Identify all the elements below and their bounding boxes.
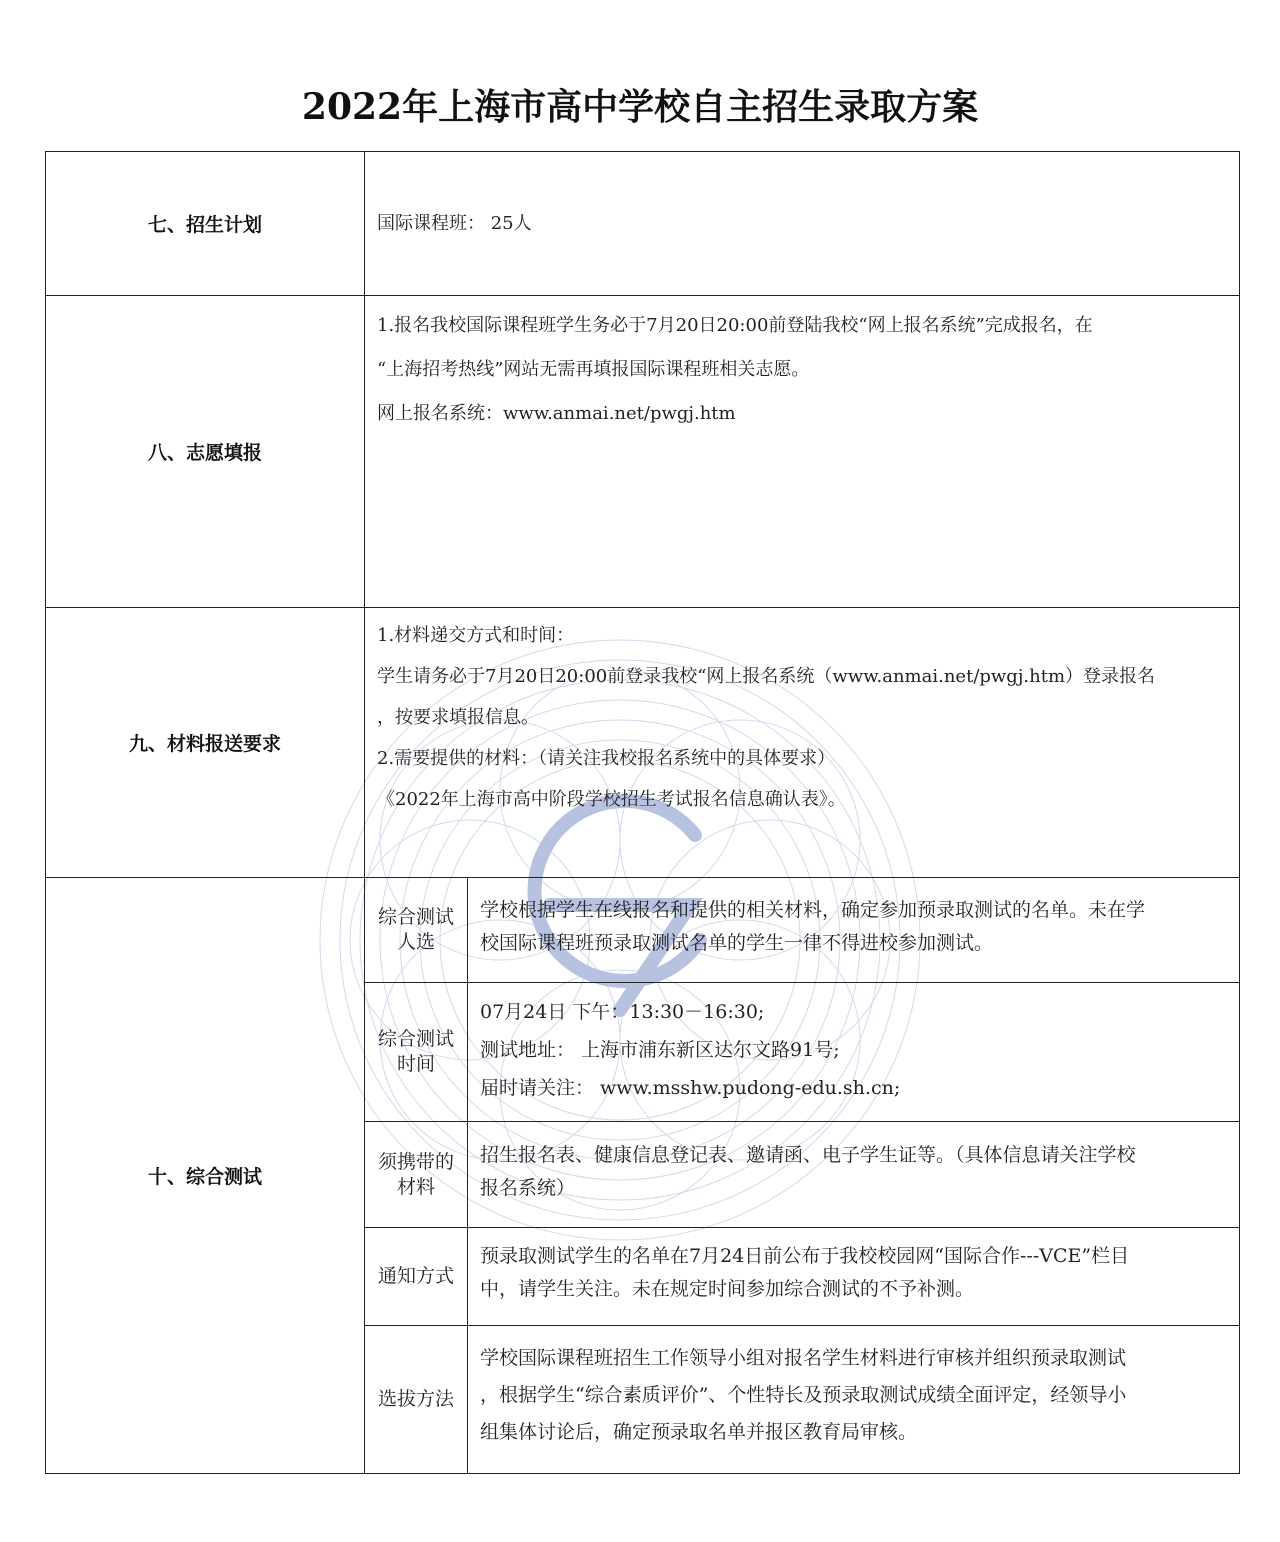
test-row-label xyxy=(365,1122,467,1227)
content-line: ，按要求填报信息。 xyxy=(377,707,539,728)
content-line: 预录取测试学生的名单在7月24日前公布于我校校园网“国际合作---VCE”栏目 xyxy=(480,1245,1130,1267)
test-row-label-line: 人选 xyxy=(396,931,435,953)
test-row-label-line: 综合测试 xyxy=(377,1028,454,1050)
content-line: 学生请务必于7月20日20:00前登录我校“网上报名系统（www.anmai.net/pwgj.htm）登录报名 xyxy=(377,666,1156,687)
content-line: 中，请学生关注。未在规定时间参加综合测试的不予补测。 xyxy=(480,1278,975,1300)
test-row-label-line: 综合测试 xyxy=(377,906,454,928)
section-label-comprehensive-test: 十、综合测试 xyxy=(147,1166,262,1188)
content-line: 届时请关注： www.msshw.pudong-edu.sh.cn; xyxy=(480,1077,901,1099)
test-row-label-line: 须携带的 xyxy=(377,1150,454,1173)
test-row-content xyxy=(468,1139,1239,1205)
content-line: 学校根据学生在线报名和提供的相关材料，确定参加预录取测试的名单。未在学 xyxy=(480,899,1146,921)
content-line: 1.材料递交方式和时间： xyxy=(377,625,575,646)
content-line: 国际课程班： 25人 xyxy=(377,213,532,234)
content-line: ，根据学生“综合素质评价”、个性特长及预录取测试成绩全面评定，经领导小 xyxy=(480,1384,1127,1406)
section-label-application: 八、志愿填报 xyxy=(147,442,262,464)
content-line: 校国际课程班预录取测试名单的学生一律不得进校参加测试。 xyxy=(480,932,994,954)
test-row-label xyxy=(365,983,467,1121)
test-row-label xyxy=(365,1228,467,1325)
section-label-enrollment-plan: 七、招生计划 xyxy=(147,214,262,236)
content-line: 报名系统） xyxy=(480,1177,576,1199)
content-line: 网上报名系统：www.anmai.net/pwgj.htm xyxy=(377,403,736,424)
content-line: 学校国际课程班招生工作领导小组对报名学生材料进行审核并组织预录取测试 xyxy=(480,1347,1127,1369)
section-content-application xyxy=(365,304,1239,436)
test-row-label-line: 材料 xyxy=(396,1175,435,1198)
test-row-content xyxy=(468,894,1239,960)
test-row-content xyxy=(468,1240,1239,1306)
section-label-materials: 九、材料报送要求 xyxy=(128,733,281,755)
section-content-materials xyxy=(365,615,1239,820)
content-line: 招生报名表、健康信息登记表、邀请函、电子学生证等。（具体信息请关注学校 xyxy=(480,1144,1136,1166)
content-line: “上海招考热线”网站无需再填报国际课程班相关志愿。 xyxy=(377,359,810,380)
content-line: 07月24日 下午：13:30－16:30; xyxy=(480,1001,765,1023)
document-title: 2022年上海市高中学校自主招生录取方案 xyxy=(301,86,979,128)
test-row-content xyxy=(468,1340,1239,1451)
section-content-enrollment-plan xyxy=(365,202,1239,246)
test-row-label-line: 选拔方法 xyxy=(377,1388,454,1410)
content-line: 组集体讨论后，确定预录取名单并报区教育局审核。 xyxy=(480,1421,918,1443)
test-row-label xyxy=(365,1326,467,1473)
content-line: 1.报名我校国际课程班学生务必于7月20日20:00前登陆我校“网上报名系统”完成报名，在 xyxy=(377,315,1093,336)
test-row-label-line: 通知方式 xyxy=(377,1265,454,1287)
content-line: 2.需要提供的材料：（请关注我校报名系统中的具体要求） xyxy=(377,748,836,769)
content-line: 测试地址： 上海市浦东新区达尔文路91号; xyxy=(480,1039,840,1061)
test-row-label-line: 时间 xyxy=(396,1053,435,1075)
test-row-content xyxy=(468,993,1239,1107)
content-line: 《2022年上海市高中阶段学校招生考试报名信息确认表》。 xyxy=(377,789,846,810)
test-row-label xyxy=(365,878,467,982)
